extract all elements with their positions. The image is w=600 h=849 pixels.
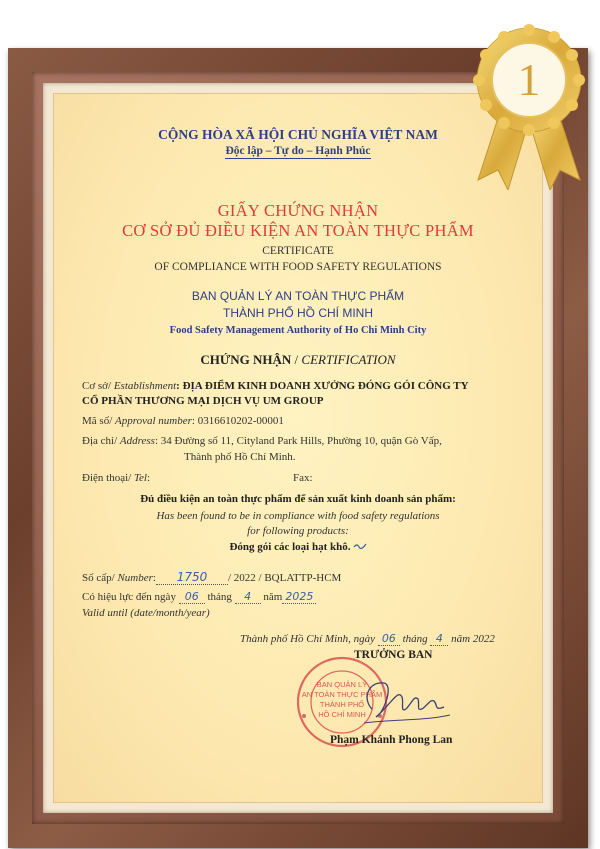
certification-heading [54, 352, 542, 368]
establishment-name-2: CỔ PHẦN THƯƠNG MẠI DỊCH VỤ UM GROUP [82, 395, 324, 407]
valid-day: 06 [184, 590, 199, 603]
stamp-text-2: AN TOÀN THỰC PHẨM [301, 690, 383, 699]
compliance-statement-en-2: for following products: [247, 525, 349, 537]
valid-month: 4 [244, 590, 252, 603]
certificate-title: GIẤY CHỨNG NHẬN [217, 201, 379, 220]
handwritten-tick-icon [353, 541, 367, 551]
national-motto: Độc lập – Tự do – Hạnh Phúc [225, 145, 371, 157]
authority-name-en: Food Safety Management Authority of Ho Chi Minh City [169, 325, 427, 336]
establishment-name: : ĐỊA ĐIỂM KINH DOANH XƯỞNG ĐÓNG GÓI CÔNG TY [176, 380, 469, 392]
compliance-statement-en-1: Has been found to be in compliance with food safety regulations [156, 510, 440, 522]
certificate-paper [53, 93, 543, 803]
certificate-number-line: Số cấp/ Number: 1750 / 2022 / BQLATTP-HCM [82, 570, 342, 584]
address-value: : 34 Đường số 11, Cityland Park Hills, Phường 10, quận Gò Vấp, [154, 435, 442, 447]
valid-year: 2025 [285, 590, 314, 603]
handwritten-signature [354, 669, 454, 731]
telephone-line: Điện thoại/ Tel: [82, 472, 151, 484]
certificate-title-en: CERTIFICATE [262, 245, 334, 257]
frame-mat [43, 83, 553, 813]
establishment-line: Cơ sở/ Establishment: ĐỊA ĐIỂM KINH DOANH XƯỞNG ĐÓNG GÓI CÔNG TY [82, 380, 469, 392]
signatory-role: TRƯỞNG BAN [354, 649, 433, 661]
fax-line: Fax: [293, 472, 313, 484]
place-and-date: Thành phố Hồ Chí Minh, ngày 06 tháng 4 năm 2022 [240, 632, 495, 645]
compliance-statement-vn: Đủ điều kiện an toàn thực phẩm để sản xuất kinh doanh sản phẩm: [140, 493, 456, 505]
stamp-text-1: BAN QUẢN LÝ [316, 680, 368, 689]
sign-day: 06 [381, 632, 396, 645]
authority-name-vn: BAN QUẢN LÝ AN TOÀN THỰC PHẨM [191, 289, 405, 303]
signatory-name: Phạm Khánh Phong Lan [330, 734, 453, 746]
certification-vn: CHỨNG NHẬN [200, 352, 292, 367]
rank-badge [470, 20, 588, 190]
certificate-number: 1750 [176, 570, 208, 584]
validity-line-en: Valid until (date/month/year) [82, 607, 210, 619]
stamp-text-4: HỒ CHÍ MINH [318, 710, 366, 719]
address-line: Địa chỉ/ Address: 34 Đường số 11, Cityland Park Hills, Phường 10, quận Gò Vấp, [82, 435, 442, 447]
certification-separator: / [291, 352, 302, 367]
authority-city-vn: THÀNH PHỐ HỒ CHÍ MINH [223, 306, 373, 320]
products-list: Đóng gói các loại hạt khô. [54, 541, 542, 553]
rank-number: 1 [517, 54, 541, 105]
certificate-subtitle: CƠ SỞ ĐỦ ĐIỀU KIỆN AN TOÀN THỰC PHẨM [122, 221, 474, 240]
approval-number: : 0316610202-00001 [191, 415, 284, 427]
validity-line: Có hiệu lực đến ngày 06 tháng 4 năm 2025 [82, 590, 316, 604]
certificate-number-suffix: / 2022 / BQLATTP-HCM [227, 572, 342, 584]
address-city: Thành phố Hồ Chí Minh. [184, 451, 296, 463]
sign-month: 4 [435, 632, 443, 645]
country-name: CỘNG HÒA XÃ HỘI CHỦ NGHĨA VIỆT NAM [158, 127, 438, 142]
certification-en: CERTIFICATION [301, 352, 396, 367]
approval-number-line: Mã số/ Approval number: 0316610202-00001 [82, 415, 284, 427]
certificate-subtitle-en: OF COMPLIANCE WITH FOOD SAFETY REGULATIONS [154, 261, 442, 273]
stamp-text-3: THÀNH PHỐ [319, 700, 365, 709]
